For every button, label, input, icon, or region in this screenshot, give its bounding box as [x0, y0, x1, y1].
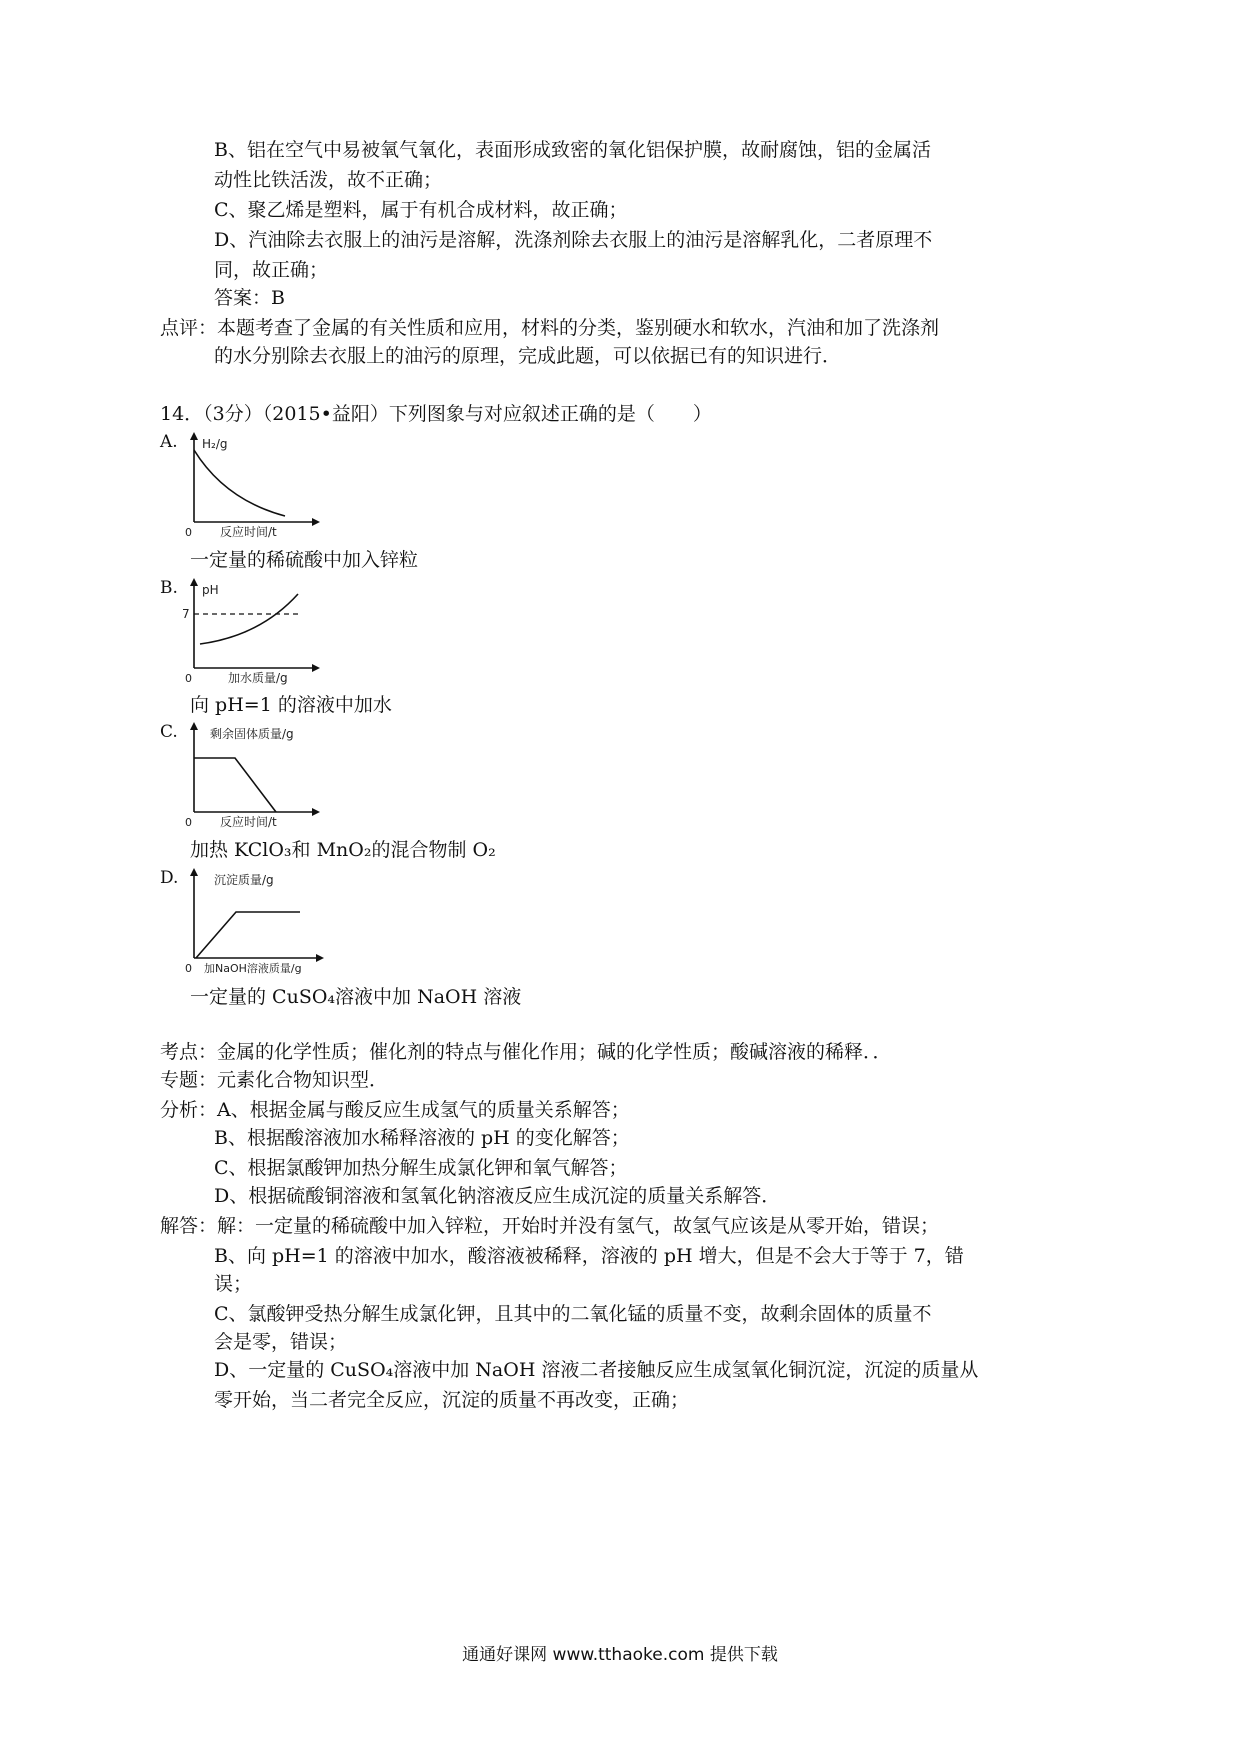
option-a-curve: [194, 450, 285, 516]
jieda-d-line2: 零开始，当二者完全反应，沉淀的质量不再改变，正确；: [214, 1389, 690, 1411]
option-b-letter: B.: [160, 578, 178, 598]
option-a-origin: 0: [185, 526, 192, 539]
jieda-c-line1: C、氯酸钾受热分解生成氯化钾，且其中的二氧化锰的质量不变，故剩余固体的质量不: [214, 1303, 932, 1325]
comment-line1: 点评：本题考查了金属的有关性质和应用，材料的分类，鉴别硬水和软水，汽油和加了洗涤剂: [160, 317, 940, 339]
option-b-origin: 0: [185, 672, 192, 685]
option-b-tick-7: 7: [182, 607, 190, 621]
option-d-line: [196, 912, 300, 958]
explanation-b-line2: 动性比铁活泼，故不正确；: [214, 169, 443, 191]
page-footer[interactable]: 通通好课网 www.tthaoke.com 提供下载: [462, 1645, 778, 1665]
answer-line: 答案：B: [214, 287, 285, 309]
explanation-c: C、聚乙烯是塑料，属于有机合成材料，故正确；: [214, 199, 628, 221]
explanation-b-line1: B、铝在空气中易被氧气氧化，表面形成致密的氧化铝保护膜，故耐腐蚀，铝的金属活: [214, 139, 931, 161]
option-d-xlabel: 加NaOH溶液质量/g: [204, 962, 302, 975]
option-c-origin: 0: [185, 816, 192, 829]
option-c-letter: C.: [160, 722, 178, 742]
option-a-graph: [180, 430, 330, 540]
option-d-graph: [180, 866, 340, 976]
option-b-graph: [180, 576, 330, 686]
option-b-xlabel: 加水质量/g: [228, 671, 288, 685]
fenxi-a: 分析：A、根据金属与酸反应生成氢气的质量关系解答；: [160, 1099, 630, 1121]
jieda-a: 解答：解：一定量的稀硫酸中加入锌粒，开始时并没有氢气，故氢气应该是从零开始，错误；: [160, 1215, 940, 1237]
option-a-caption: 一定量的稀硫酸中加入锌粒: [190, 549, 419, 571]
option-a-xlabel: 反应时间/t: [220, 525, 277, 539]
option-c-ylabel: 剩余固体质量/g: [210, 727, 294, 741]
explanation-d-line2: 同，故正确；: [214, 259, 329, 281]
option-c-caption: 加热 KClO₃和 MnO₂的混合物制 O₂: [190, 839, 496, 861]
kaodian-line: 考点：金属的化学性质；催化剂的特点与催化作用；碱的化学性质；酸碱溶液的稀释．．: [160, 1041, 892, 1063]
option-d-origin: 0: [185, 962, 192, 975]
option-d-letter: D.: [160, 868, 179, 888]
jieda-d-line1: D、一定量的 CuSO₄溶液中加 NaOH 溶液二者接触反应生成氢氧化铜沉淀，沉淀的质量从: [214, 1359, 979, 1381]
fenxi-b: B、根据酸溶液加水稀释溶液的 pH 的变化解答；: [214, 1127, 630, 1149]
jieda-b-line1: B、向 pH=1 的溶液中加水，酸溶液被稀释，溶液的 pH 增大，但是不会大于等于 7，错: [214, 1245, 964, 1267]
zhuanti-line: 专题：元素化合物知识型．: [160, 1069, 389, 1091]
option-c-xlabel: 反应时间/t: [220, 815, 277, 829]
option-b-curve: [200, 594, 298, 644]
option-c-graph: [180, 720, 330, 830]
option-d-ylabel: 沉淀质量/g: [214, 873, 274, 887]
comment-line2: 的水分别除去衣服上的油污的原理，完成此题，可以依据已有的知识进行．: [214, 345, 842, 367]
jieda-b-line2: 误；: [214, 1273, 253, 1295]
option-b-caption: 向 pH=1 的溶液中加水: [190, 694, 392, 716]
jieda-c-line2: 会是零，错误；: [214, 1331, 348, 1353]
option-c-line: [194, 758, 276, 812]
explanation-d-line1: D、汽油除去衣服上的油污是溶解，洗涤剂除去衣服上的油污是溶解乳化，二者原理不: [214, 229, 933, 251]
option-b-ylabel: pH: [202, 583, 219, 597]
fenxi-d: D、根据硫酸铜溶液和氢氧化钠溶液反应生成沉淀的质量关系解答．: [214, 1185, 781, 1207]
question-stem: 14．（3分）（2015•益阳）下列图象与对应叙述正确的是（ ）: [160, 403, 712, 425]
fenxi-c: C、根据氯酸钾加热分解生成氯化钾和氧气解答；: [214, 1157, 628, 1179]
option-d-caption: 一定量的 CuSO₄溶液中加 NaOH 溶液: [190, 986, 522, 1008]
option-a-ylabel: H₂/g: [202, 437, 228, 451]
option-a-letter: A.: [160, 432, 178, 452]
